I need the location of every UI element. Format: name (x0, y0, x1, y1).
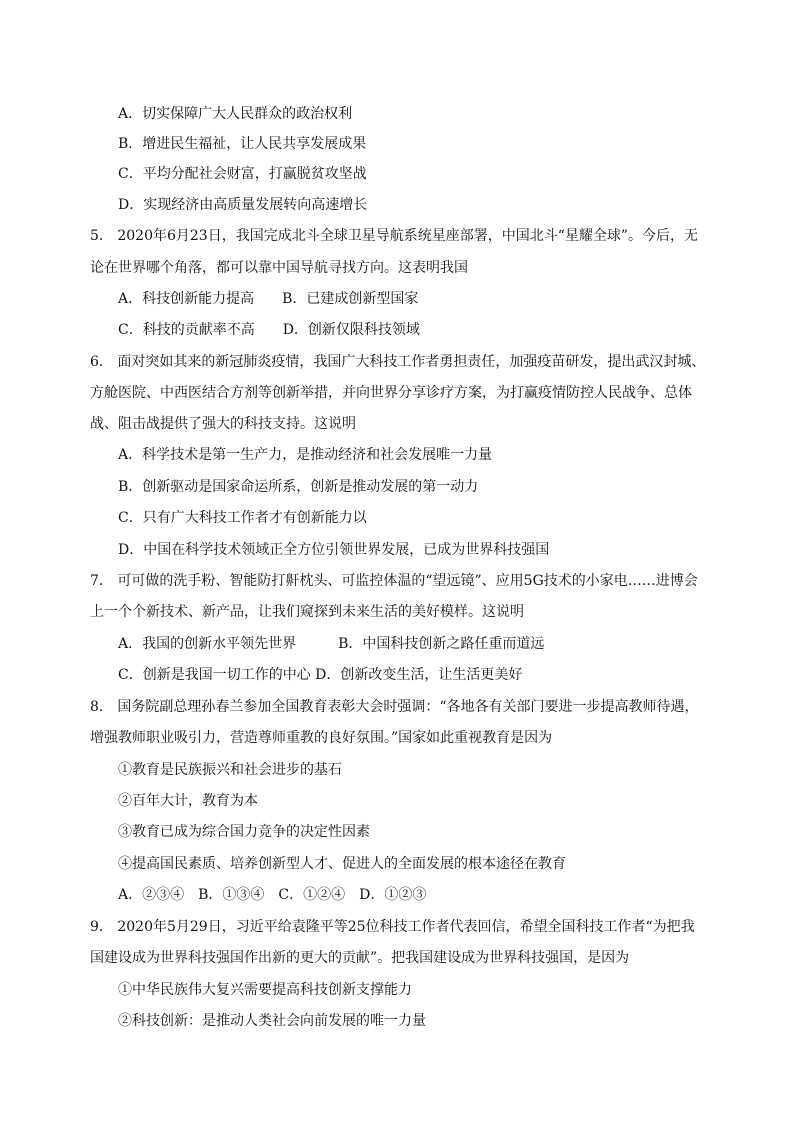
q6-stem-line1: 6． 面对突如其来的新冠肺炎疫情，我国广大科技工作者勇担责任，加强疫苗研发，提出武汉封城、 (90, 354, 706, 370)
q5-stem-line2: 论在世界哪个角落，都可以靠中国导航寻找方向。这表明我国 (90, 260, 468, 276)
q9-statement-2: ②科技创新：是推动人类社会向前发展的唯一力量 (118, 1013, 426, 1029)
q6-option-d: D．中国在科学技术领域正全方位引领世界发展，已成为世界科技强国 (118, 542, 550, 558)
q8-statement-2: ②百年大计，教育为本 (118, 793, 258, 809)
q7-stem-line2: 上一个个新技术、新产品，让我们窥探到未来生活的美好模样。这说明 (90, 604, 524, 620)
q6-option-a: A．科学技术是第一生产力，是推动经济和社会发展唯一力量 (118, 447, 493, 463)
q6-option-c: C．只有广大科技工作者才有创新能力以 (118, 510, 367, 526)
q8-statement-3: ③教育已成为综合国力竞争的决定性因素 (118, 824, 370, 840)
q5-options-cd: C．科技的贡献率不高 D．创新仅限科技领域 (118, 322, 420, 338)
q8-stem-line2: 增强教师职业吸引力，营造尊师重教的良好氛围。”国家如此重视教育是因为 (90, 730, 553, 746)
q8-statement-1: ①教育是民族振兴和社会进步的基石 (118, 762, 342, 778)
q9-stem-line1: 9． 2020年5月29日，习近平给袁隆平等25位科技工作者代表回信，希望全国科技工作者“为把我 (90, 919, 695, 935)
q9-stem-line2: 国建设成为世界科技强国作出新的更大的贡献”。把我国建设成为世界科技强国，是因为 (90, 950, 630, 966)
q8-stem-line1: 8． 国务院副总理孙春兰参加全国教育表彰大会时强调：“各地各有关部门要进一步提高教师待遇， (90, 699, 699, 715)
q4-option-c: C．平均分配社会财富，打赢脱贫攻坚战 (118, 166, 367, 182)
q7-options-cd: C．创新是我国一切工作的中心 D．创新改变生活，让生活更美好 (118, 667, 523, 683)
q7-stem-line1: 7． 可可做的洗手粉、智能防打鼾枕头、可监控体温的“望远镜”、应用5G技术的小家电……进博会 (90, 573, 698, 589)
q6-stem-line2: 方舱医院、中西医结合方剂等创新举措，并向世界分享诊疗方案，为打赢疫情防控人民战争、总体 (90, 385, 692, 401)
q9-statement-1: ①中华民族伟大复兴需要提高科技创新支撑能力 (118, 982, 412, 998)
q4-option-a: A．切实保障广大人民群众的政治权利 (118, 106, 353, 122)
q4-option-b: B．增进民生福祉，让人民共享发展成果 (118, 136, 367, 152)
q6-option-b: B．创新驱动是国家命运所系，创新是推动发展的第一动力 (118, 479, 479, 495)
q8-statement-4: ④提高国民素质、培养创新型人才、促进人的全面发展的根本途径在教育 (118, 856, 566, 872)
q5-options-ab: A．科技创新能力提高 B．已建成创新型国家 (118, 291, 419, 307)
q4-option-d: D．实现经济由高质量发展转向高速增长 (118, 197, 368, 213)
q7-options-ab: A．我国的创新水平领先世界 B．中国科技创新之路任重而道远 (118, 636, 545, 652)
q6-stem-line3: 战、阻击战提供了强大的科技支持。这说明 (90, 416, 356, 432)
q8-options: A．②③④ B．①③④ C．①②④ D．①②③ (118, 887, 427, 903)
q5-stem-line1: 5． 2020年6月23日，我国完成北斗全球卫星导航系统星座部署，中国北斗“星耀全球”。今后，无 (90, 228, 699, 244)
